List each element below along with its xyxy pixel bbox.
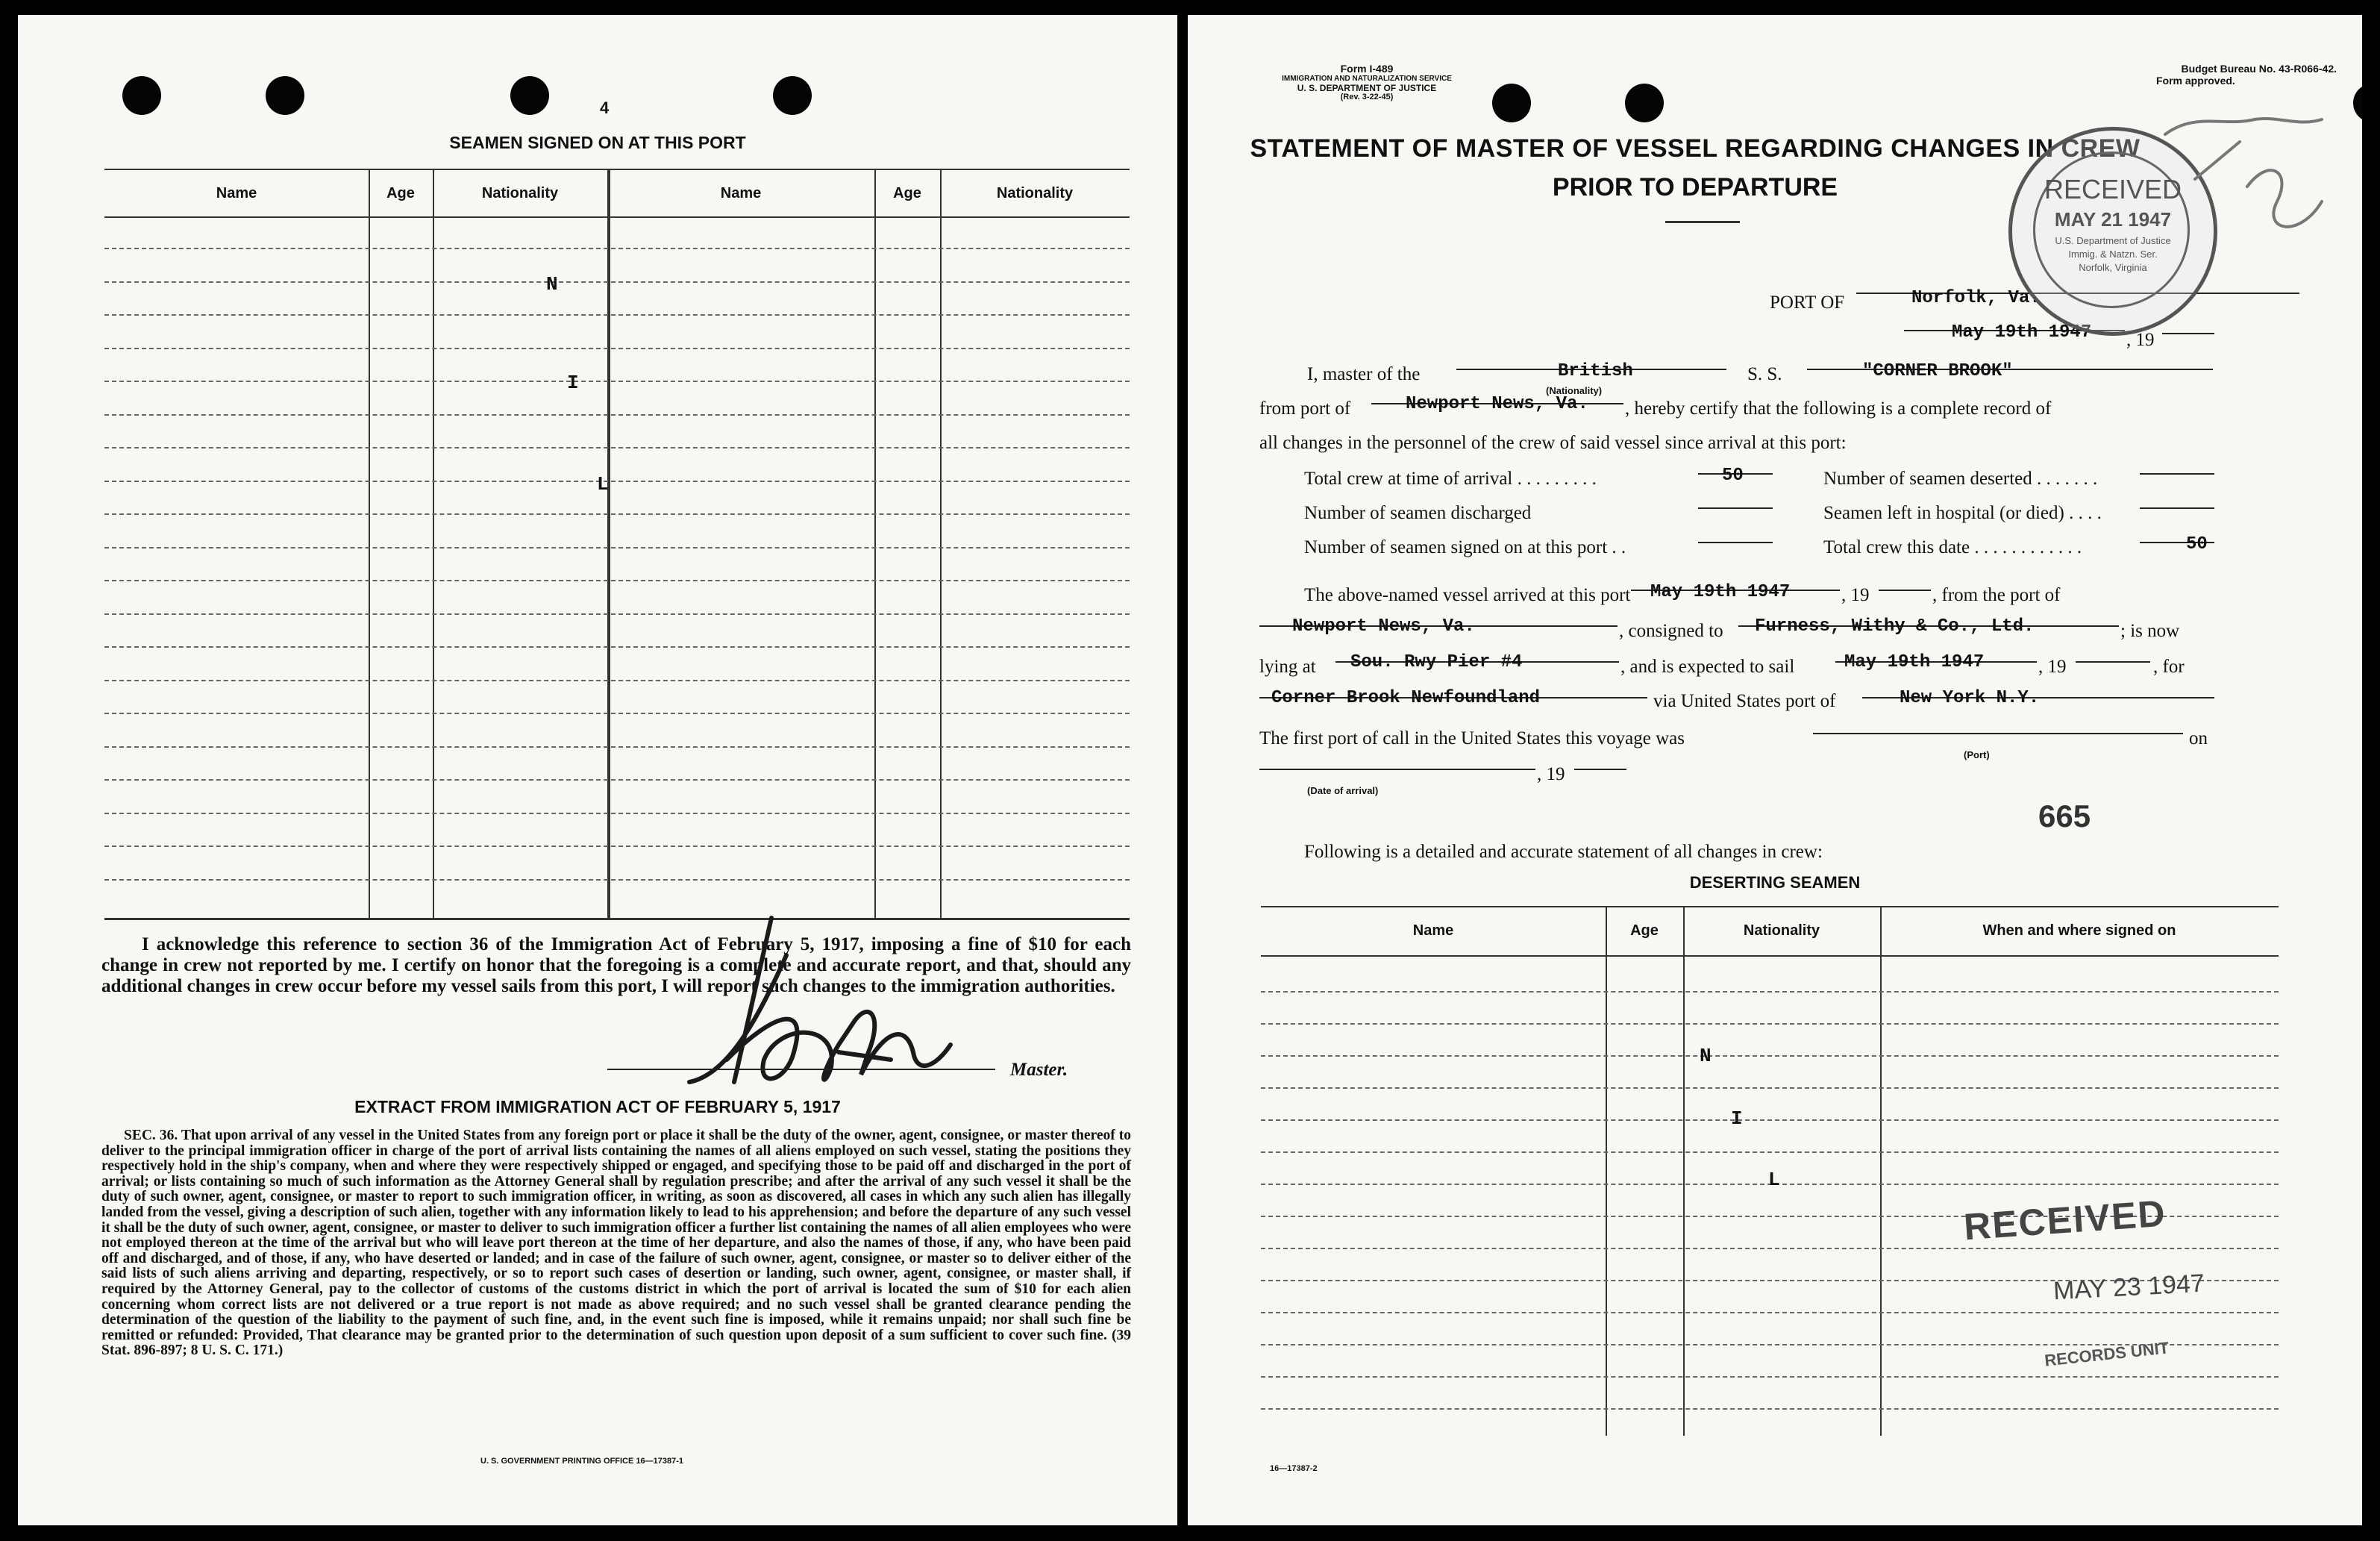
first-port-label: The first port of call in the United States this voyage was <box>1259 728 1685 748</box>
discharged-label: Number of seamen discharged <box>1304 503 1532 523</box>
stamp-text: Norfolk, Virginia <box>2079 262 2147 273</box>
nationality-value: British <box>1558 361 1633 381</box>
stamp-date: MAY 23 1947 <box>2052 1269 2205 1306</box>
from-port-value: Newport News, Va. <box>1406 394 1588 414</box>
year-suffix: , 19 <box>1841 585 1870 605</box>
following-text: Following is a detailed and accurate statement of all changes in crew: <box>1304 842 1823 862</box>
arrived-from-value: Newport News, Va. <box>1292 616 1475 637</box>
punch-hole <box>1625 84 1664 122</box>
arrived-label: The above-named vessel arrived at this port <box>1304 585 1631 605</box>
ss-label: S. S. <box>1747 364 1782 384</box>
column-header: Age <box>893 185 921 201</box>
column-header: Nationality <box>1743 922 1820 939</box>
table-row <box>104 713 1130 714</box>
master-label: Master. <box>1010 1060 1068 1080</box>
certify-text: all changes in the personnel of the crew of said vessel since arrival at this port: <box>1259 433 1847 453</box>
hospital-label: Seamen left in hospital (or died) . . . . <box>1823 503 2102 523</box>
via-value: New York N.Y. <box>1900 688 2040 708</box>
year-suffix: , 19 <box>2038 657 2067 677</box>
nil-letter: I <box>567 372 579 394</box>
vessel-name: "CORNER BROOK" <box>1862 361 2013 381</box>
extract-title: EXTRACT FROM IMMIGRATION ACT OF FEBRUARY 5, 1917 <box>354 1097 841 1116</box>
lying-at-value: Sou. Rwy Pier #4 <box>1350 652 1523 672</box>
acknowledgment-text: I acknowledge this reference to section 36 of the Immigration Act of February 5, 1917, imposing a fine of $10 for each change in crew not reported by me. I certify on honor that the foregoing is a complete and accurate report, and that, should any additional changes in crew occur before my vessel sails from this port, I will report such changes to the immigration authorities. <box>101 934 1131 996</box>
table-row <box>1261 1408 2279 1410</box>
column-header: Age <box>1630 922 1659 939</box>
left-page <box>18 15 1177 1525</box>
consigned-value: Furness, Withy & Co., Ltd. <box>1755 616 2035 637</box>
table-row <box>104 447 1130 448</box>
form-title: PRIOR TO DEPARTURE <box>1552 173 1838 201</box>
form-number: Form I-489 <box>1340 63 1394 75</box>
table-row <box>104 381 1130 382</box>
table-row <box>1261 1376 2279 1378</box>
received-stamp: RECEIVED <box>1962 1192 2168 1248</box>
table-row <box>104 613 1130 615</box>
date-caption: (Date of arrival) <box>1307 785 1379 796</box>
from-port-label: from port of <box>1259 398 1351 419</box>
stamp-text: RECORDS UNIT <box>2044 1338 2170 1370</box>
budget-line: Form approved. <box>2156 75 2235 87</box>
table-row <box>1261 1023 2279 1025</box>
sail-date-value: May 19th 1947 <box>1844 652 1985 672</box>
budget-line: Budget Bureau No. 43-R066-42. <box>2181 63 2337 75</box>
total-crew-date-value: 50 <box>2186 534 2208 554</box>
consigned-label: , consigned to <box>1619 621 1723 641</box>
table-row <box>104 513 1130 515</box>
port-caption: (Port) <box>1964 749 1990 760</box>
column-header: Name <box>1412 922 1454 939</box>
master-of-label: I, master of the <box>1307 364 1421 384</box>
nationality-caption: (Nationality) <box>1546 385 1603 396</box>
table-row <box>1261 991 2279 993</box>
table-row <box>104 779 1130 781</box>
punch-hole <box>2353 84 2362 122</box>
punch-hole <box>266 76 304 115</box>
table-row <box>104 680 1130 681</box>
table-row <box>1261 1151 2279 1153</box>
table-row <box>104 746 1130 748</box>
column-header: When and where signed on <box>1982 922 2176 939</box>
stamp-date: MAY 21 1947 <box>2054 208 2172 231</box>
table-row <box>104 414 1130 416</box>
handwritten-annotation <box>2150 90 2352 261</box>
table-row <box>104 547 1130 548</box>
table-row <box>1261 1055 2279 1057</box>
table-row <box>1261 1087 2279 1089</box>
column-header: Nationality <box>481 185 559 201</box>
agency-line: IMMIGRATION AND NATURALIZATION SERVICE <box>1282 75 1452 83</box>
deserted-label: Number of seamen deserted . . . . . . . <box>1823 469 2098 489</box>
column-header: Age <box>386 185 415 201</box>
printer-line: 16—17387-2 <box>1270 1464 1318 1473</box>
page-number: 4 <box>600 99 610 117</box>
from-the-port-label: , from the port of <box>1932 585 2061 605</box>
table-row <box>104 481 1130 482</box>
deserting-title: DESERTING SEAMEN <box>1689 873 1861 892</box>
nil-letter: N <box>546 273 558 296</box>
table-row <box>104 281 1130 283</box>
stamp-text: Immig. & Natzn. Ser. <box>2068 249 2158 260</box>
nil-letter: L <box>1768 1169 1780 1191</box>
total-crew-arrival-value: 50 <box>1722 466 1744 486</box>
total-crew-arrival-label: Total crew at time of arrival . . . . . . . . . <box>1304 469 1597 489</box>
lying-at-label: lying at <box>1259 657 1316 677</box>
nil-letter: I <box>1731 1107 1743 1130</box>
agency-line: U. S. DEPARTMENT OF JUSTICE <box>1297 83 1437 93</box>
table-row <box>1261 1312 2279 1313</box>
revision: (Rev. 3-22-45) <box>1340 93 1394 101</box>
table-row <box>104 314 1130 316</box>
arrived-value: May 19th 1947 <box>1650 582 1791 602</box>
nil-letter: N <box>1700 1045 1712 1067</box>
punch-hole <box>510 76 549 115</box>
column-header: Name <box>216 185 257 201</box>
extract-body: SEC. 36. That upon arrival of any vessel in the United States from any foreign port or place it shall be the duty of the owner, agent, consignee, or master thereof to deliver to the principal immigration officer in charge of the port of arrival lists containing the names of all aliens employed on such vessel, stating the positions they respectively hold in the ship's company, when and where they were respectively shipped or engaged, and specifying those to be paid off and discharged in the port of arrival; or lists containing so much of such information as the Attorney General shall by regulation prescribe; and after the arrival of any such vessel it shall be the duty of such owner, agent, consignee, or master to report to such immigration officer, in writing, as soon as discovered, all cases in which any such alien has illegally landed from the vessel, giving a description of such alien, together with any information likely to lead to his apprehension; and before the departure of any such vessel it shall be the duty of such owner, agent, consignee, or master to deliver to such immigration officer a further list containing the names of all alien employees who were not employed thereon at the time of the arrival but who will leave port thereon at the time of her departure, and also the names of those, if any, who have been paid off and discharged, and of those, if any, who have deserted or landed; and in case of the failure of such owner, agent, consignee, or master so to deliver either of the said lists of such aliens arriving and departing, respectively, or so to report such cases of desertion or landing, such owner, agent, consignee, or master shall, if required by the Attorney General, pay to the collector of customs of the customs district in which the port of arrival is located the sum of $10 for each alien concerning whom correct lists are not delivered or a true report is not made as above required; and no such vessel shall be granted clearance pending the determination of the question of the liability to the payment of such fine, and, in the event such fine is imposed, while it remains unpaid; nor shall such fine be remitted or refunded: Provided, That clearance may be granted prior to the determination of such question upon deposit of a sum sufficient to cover such fine. (39 Stat. 896-897; 8 U. S. C. 171.) <box>101 1128 1131 1359</box>
via-label: via United States port of <box>1653 691 1836 711</box>
table-row <box>104 646 1130 648</box>
certify-text: , hereby certify that the following is a complete record of <box>1625 398 2052 419</box>
nil-letter: L <box>597 473 609 496</box>
date-value: May 19th 1947 <box>1952 322 2092 343</box>
punch-hole <box>773 76 812 115</box>
stamp-text: U.S. Department of Justice <box>2055 235 2171 246</box>
table-row <box>104 348 1130 349</box>
port-value: Norfolk, Va. <box>1911 288 2041 308</box>
punch-hole <box>122 76 161 115</box>
port-of-label: PORT OF <box>1770 293 1845 313</box>
total-crew-date-label: Total crew this date . . . . . . . . . . . . <box>1823 537 2082 557</box>
table-row <box>104 845 1130 847</box>
table-row <box>104 813 1130 814</box>
column-header: Nationality <box>996 185 1074 201</box>
destination-value: Corner Brook Newfoundland <box>1271 688 1541 708</box>
signed-on-label: Number of seamen signed on at this port . . <box>1304 537 1626 557</box>
for-label: , for <box>2153 657 2185 677</box>
column-header: Name <box>720 185 762 201</box>
form-title: STATEMENT OF MASTER OF VESSEL REGARDING CHANGES IN CREW <box>1250 134 2141 163</box>
year-suffix: , 19 <box>2126 330 2155 350</box>
table-row <box>104 580 1130 581</box>
table-row <box>104 879 1130 881</box>
master-signature <box>645 910 1033 1104</box>
table-row <box>1261 1119 2279 1121</box>
table-row <box>1261 1248 2279 1249</box>
file-number: 665 <box>2038 798 2091 834</box>
table-row <box>104 248 1130 249</box>
printer-line: U. S. GOVERNMENT PRINTING OFFICE 16—17387-1 <box>480 1457 684 1466</box>
expected-label: , and is expected to sail <box>1620 657 1795 677</box>
stamp-received: RECEIVED <box>2044 174 2182 204</box>
section-title: SEAMEN SIGNED ON AT THIS PORT <box>449 133 746 152</box>
on-label: on <box>2189 728 2208 748</box>
year-suffix: , 19 <box>1537 764 1565 784</box>
right-page <box>1188 15 2362 1525</box>
is-now-label: ; is now <box>2120 621 2180 641</box>
